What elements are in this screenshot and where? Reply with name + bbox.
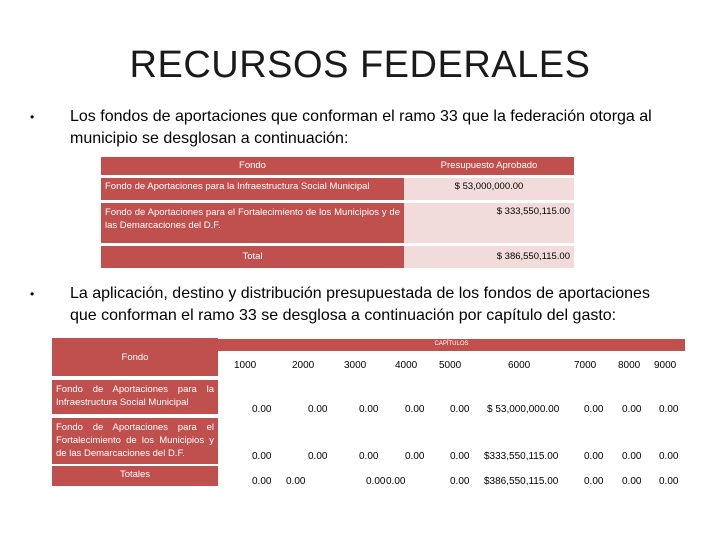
t2-r2-c2: 0.00 (308, 451, 328, 462)
slide-title: RECURSOS FEDERALES (129, 44, 591, 86)
bullet-1-line-2: municipio se desglosan a continuación: (70, 130, 349, 147)
t2-r3-c5: 0.00 (450, 476, 470, 487)
t2-cap-1000: 1000 (234, 360, 257, 371)
t2-r1-c8: 0.00 (622, 404, 642, 415)
t2-group-header: CAPÍTULOS (218, 339, 685, 351)
t2-r3-c4: 0.00 (386, 476, 406, 487)
t1-row-2-monto: $ 333,550,115.00 (404, 203, 574, 243)
t2-row-2-label: Fondo de Aportaciones para el Fortalecimiento de los Municipios y de las Demarcaciones del D.F. (52, 418, 218, 464)
t2-r1-c6: $ 53,000,000.00 (487, 404, 560, 415)
t2-r3-c2: 0.00 (286, 476, 306, 487)
t2-cap-5000: 5000 (439, 360, 462, 371)
t2-r2-c3: 0.00 (359, 451, 379, 462)
bullet-dot: • (30, 110, 35, 124)
t2-r3-c6: $386,550,115.00 (484, 476, 559, 487)
t2-r2-c1: 0.00 (252, 451, 272, 462)
t2-r2-c6: $333,550,115.00 (484, 451, 559, 462)
t2-cap-3000: 3000 (344, 360, 367, 371)
t2-r2-c5: 0.00 (450, 451, 470, 462)
t2-r3-c9: 0.00 (659, 476, 679, 487)
t2-cap-9000: 9000 (654, 360, 677, 371)
t2-r1-c3: 0.00 (359, 404, 379, 415)
t2-r1-c9: 0.00 (659, 404, 679, 415)
t2-r2-c9: 0.00 (659, 451, 679, 462)
t2-r3-c7: 0.00 (584, 476, 604, 487)
t2-row-3-label: Totales (52, 466, 218, 486)
t2-cap-6000: 6000 (508, 360, 531, 371)
bullet-1-line-1: Los fondos de aportaciones que conforman el ramo 33 que la federación otorga al (70, 108, 652, 125)
t2-r3-c1: 0.00 (252, 476, 272, 487)
t2-r2-c7: 0.00 (584, 451, 604, 462)
t2-r3-c8: 0.00 (622, 476, 642, 487)
t2-r1-c7: 0.00 (584, 404, 604, 415)
t2-cap-7000: 7000 (574, 360, 597, 371)
t2-r1-c5: 0.00 (450, 404, 470, 415)
t1-row-1-monto: $ 53,000,000.00 (404, 178, 574, 200)
t1-total-value: $ 386,550,115.00 (404, 246, 574, 268)
bullet-2-line-1: La aplicación, destino y distribución presupuestada de los fondos de aportaciones (70, 285, 650, 302)
t1-row-2-fondo: Fondo de Aportaciones para el Fortalecimiento de los Municipios y de las Demarcaciones del D.F. (101, 203, 404, 243)
t1-total-label: Total (101, 246, 404, 268)
t2-r1-c2: 0.00 (308, 404, 328, 415)
t1-header-presupuesto: Presupuesto Aprobado (404, 157, 574, 175)
t2-r2-c8: 0.00 (622, 451, 642, 462)
t2-header-fondo: Fondo (52, 338, 218, 376)
t2-r3-c3: 0.00 (366, 476, 386, 487)
bullet-dot: • (30, 287, 35, 301)
t2-cap-4000: 4000 (395, 360, 418, 371)
t1-header-fondo: Fondo (101, 157, 404, 175)
t2-cap-2000: 2000 (292, 360, 315, 371)
t2-r1-c1: 0.00 (252, 404, 272, 415)
t2-r2-c4: 0.00 (405, 451, 425, 462)
bullet-2-line-2: que conforman el ramo 33 se desglosa a continuación por capítulo del gasto: (70, 307, 617, 324)
t2-r1-c4: 0.00 (405, 404, 425, 415)
t2-row-1-label: Fondo de Aportaciones para la Infraestructura Social Municipal (52, 380, 218, 414)
t1-row-1-fondo: Fondo de Aportaciones para la Infraestructura Social Municipal (101, 178, 404, 200)
t2-cap-8000: 8000 (618, 360, 641, 371)
